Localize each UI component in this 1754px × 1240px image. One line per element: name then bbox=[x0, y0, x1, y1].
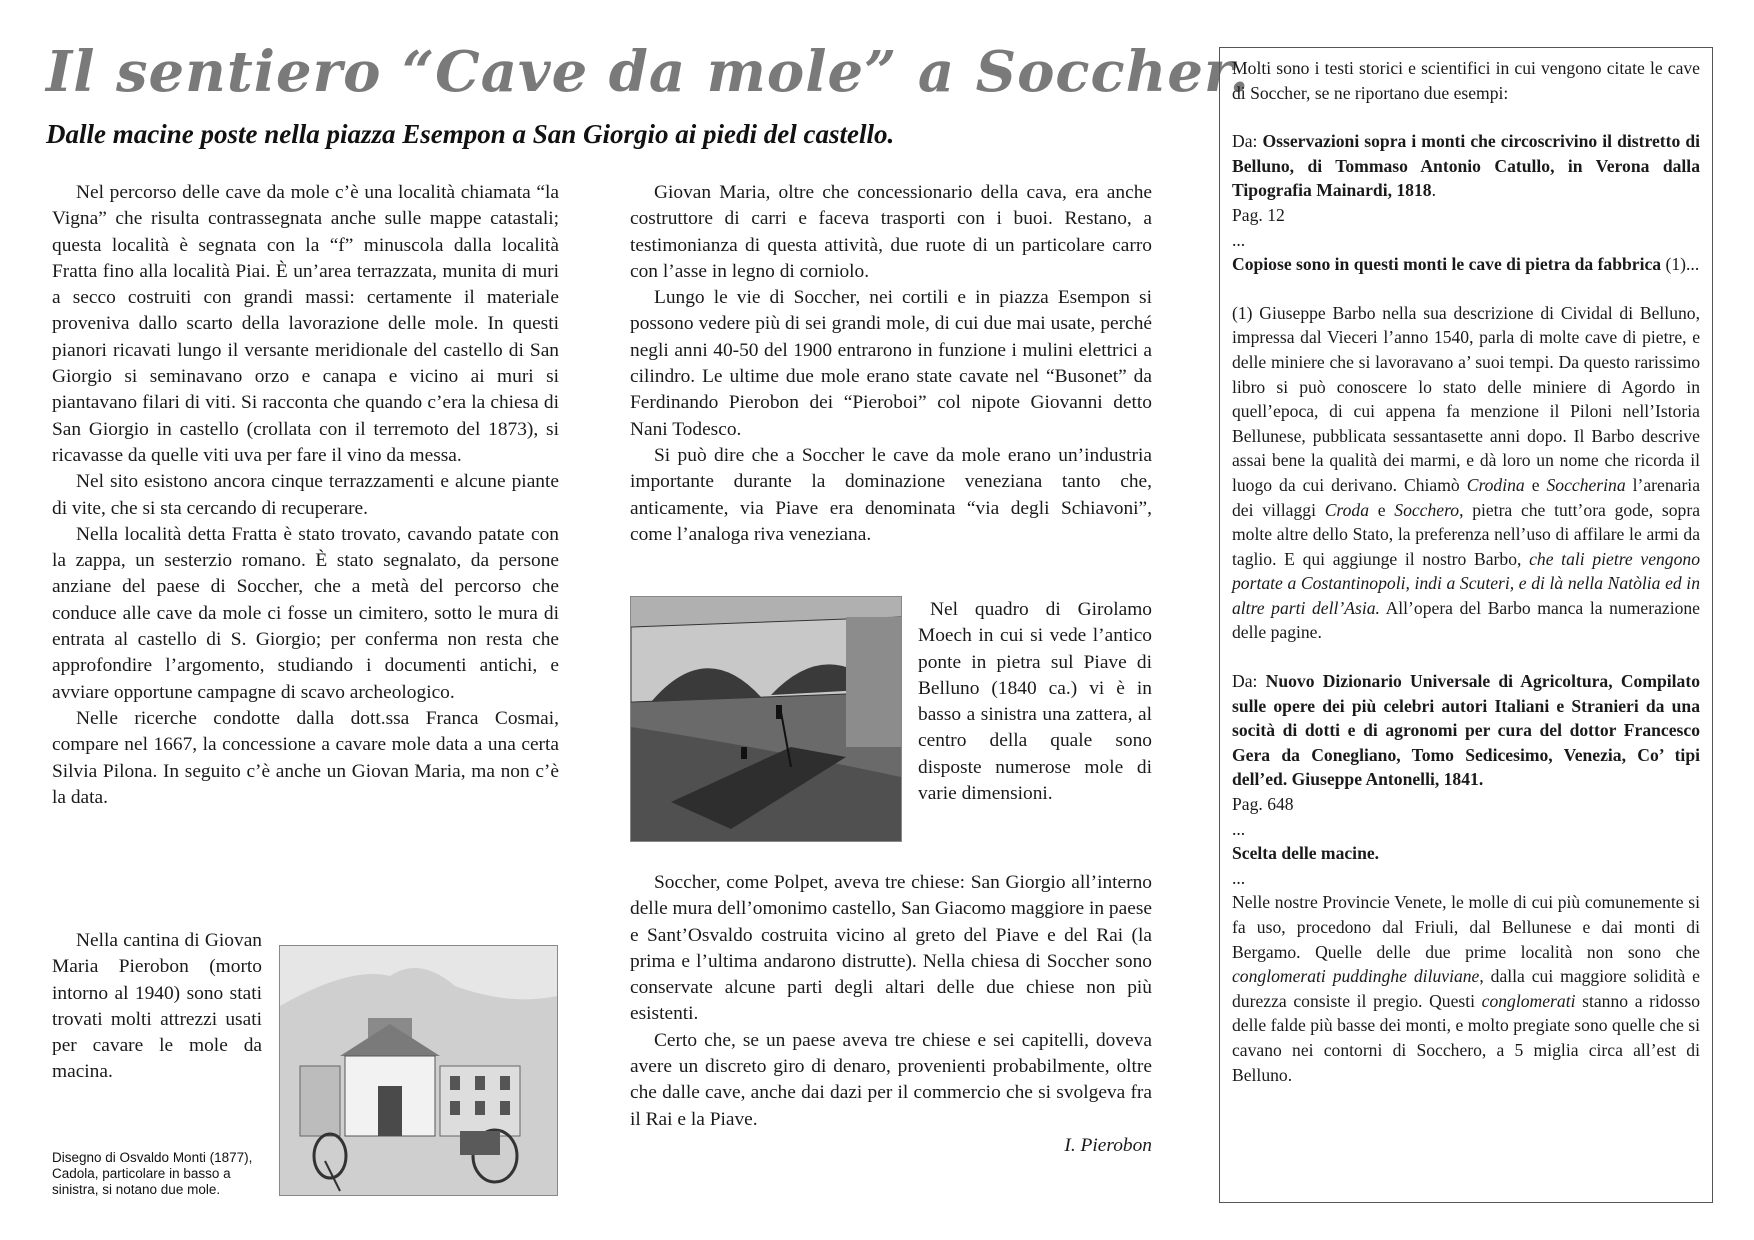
footnote-italic: Crodina bbox=[1466, 474, 1525, 495]
quote-text: Nelle nostre Provincie Venete, le molle di cui più comunemente si fa uso, procedono dal Friuli, dal Bellunese e dai monti di Bergamo. Quelle delle due prime località non sono che bbox=[1232, 892, 1700, 962]
footnote-text: e bbox=[1524, 474, 1547, 495]
footnote-text: All’opera del Barbo manca la numerazione delle pagine. bbox=[1232, 597, 1700, 643]
punctuation: . bbox=[1431, 180, 1436, 201]
source-title: Osservazioni sopra i monti che circoscrivino il distretto di Belluno, di Tommaso Antonio Catullo, in Verona dalla Tipografia Mainardi, 1818 bbox=[1232, 131, 1701, 201]
page-title: Il sentiero “Cave da mole” a Soccher. bbox=[46, 39, 1250, 105]
quote-text: , dalla cui maggiore solidità e durezza consiste il pregio. Questi bbox=[1232, 966, 1700, 1011]
source-2 bbox=[1232, 669, 1700, 792]
footnote bbox=[1232, 301, 1700, 645]
spacer bbox=[1232, 105, 1700, 129]
village-sketch bbox=[280, 946, 557, 1195]
ellipsis: ... bbox=[1232, 867, 1246, 888]
ellipsis: ... bbox=[1232, 818, 1246, 839]
quote-rest: (1)... bbox=[1661, 254, 1700, 275]
paragraph: Giovan Maria, oltre che concessionario della cava, era anche costruttore di carri e faceva trasporti con i buoi. Restano, a testimonianza di questa attività, due ruote di un particolare carro con l’asse in legno di corniolo. bbox=[630, 182, 1152, 282]
paragraph: Nel quadro di Girolamo Moech in cui si vede l’antico ponte in pietra sul Piave di Belluno (1840 ca.) vi è in basso a sinistra una zattera, al centro della quale sono disposte numerose mole di varie dimensioni. bbox=[918, 599, 1152, 805]
paragraph: Soccher, come Polpet, aveva tre chiese: San Giorgio all’interno delle mura dell’omonimo castello, San Giacomo maggiore in paese e Sant’Osvaldo costruita vicino al greto del Piave e del Rai (la prima e l’ultima andarono distrutte). Nella chiesa di Soccher sono conservate alcune parti degli altari delle due chiese non più esistenti. bbox=[630, 872, 1152, 1025]
column-2-continued bbox=[630, 870, 1152, 1159]
footnote-text: (1) Giuseppe Barbo nella sua descrizione di Cividal di Belluno, impressa dal Vieceri l’anno 1540, parla di molte cave di pietre, e delle miniere che si lavoravano a’ suoi tempi. Da questo rarissimo libro si può conoscere lo stato delle miniere di Agordo in quell’epoca, di cui appena fa menzione il Piloni nell’Istoria Bellunese, pubblicata sessantasette anni dopo. Il Barbo descrive assai bene la qualità dei marmi, e dà loro un nome che ricorda il luogo da cui derivano. Chiamò bbox=[1232, 302, 1700, 495]
quote-bold: Copiose sono in questi monti le cave di pietra da fabbrica bbox=[1232, 254, 1662, 275]
drawing-image bbox=[279, 945, 558, 1196]
paragraph: Lungo le vie di Soccher, nei cortili e in piazza Esempon si possono vedere più di sei grandi mole, di cui due mai usate, perché negli anni 40-50 del 1900 entrarono in funzione i mulini elettrici a cilindro. Le ultime due mole erano state cavate nel “Busonet” da Ferdinando Pierobon dei “Pieroboi” col nipote Giovanni detto Nani Todesco. bbox=[630, 287, 1152, 440]
caption-paragraph bbox=[918, 597, 1152, 807]
quote-heading: Scelta delle macine. bbox=[1232, 843, 1380, 864]
author-signature: I. Pierobon bbox=[1064, 1134, 1152, 1156]
quote-2 bbox=[1232, 890, 1700, 1087]
source-page: Pag. 648 bbox=[1232, 794, 1294, 815]
column-1 bbox=[52, 180, 559, 811]
paragraph: Nel sito esistono ancora cinque terrazzamenti e alcune piante di vite, che si sta cercando di recuperare. bbox=[52, 471, 559, 519]
quote-italic: conglomerati puddinghe diluviane bbox=[1232, 966, 1480, 987]
column-2 bbox=[630, 180, 1152, 548]
source-page: Pag. 12 bbox=[1232, 204, 1285, 225]
paragraph: Nel percorso delle cave da mole c’è una località chiamata “la Vigna” che risulta contrassegnata anche sulle mappe catastali; questa località è segnata con la “f” minuscola dalla località Fratta fino alla località Piai. È un’area terrazzata, munita di muri a secco costruiti con grandi massi: certamente il materiale proveniva dallo scarto della lavorazione delle mole. In questi pianori ricavati lungo il versante meridionale del castello di San Giorgio si seminavano orzo e canapa e vicino ai muri si piantavano filari di viti. Si racconta che quando c’era la chiesa di San Giorgio in castello (crollata con il terremoto del 1873), si ricavasse da quelle viti uva per fare il vino da messa. bbox=[52, 182, 559, 466]
source-prefix: Da: bbox=[1232, 131, 1263, 152]
footnote-text: l’arenaria dei villaggi bbox=[1232, 474, 1700, 520]
spacer bbox=[1232, 277, 1700, 301]
footnote-italic: Soccherina bbox=[1546, 474, 1626, 495]
quote-text: stanno a ridosso delle falde più basse dei monti, e molto pregiate sono quelle che si cavano nei contorni di Socchero, a 5 miglia circa all’est di Belluno. bbox=[1232, 990, 1700, 1085]
footnote-text: , pietra che tutt’ora gode, sopra molte altre dello Stato, la preferenza nell’uso di affilare le armi da taglio. E qui aggiunge il nostro Barbo, bbox=[1232, 499, 1701, 569]
source-1 bbox=[1232, 129, 1700, 203]
paragraph: Certo che, se un paese aveva tre chiese e sei capitelli, doveva avere un discreto giro di denaro, provenienti probabilmente, oltre che dalle cave, anche dai dazi per il commercio che si svolgeva fra il Rai e la Piave. bbox=[630, 1029, 1152, 1130]
footnote-text: e bbox=[1369, 499, 1395, 520]
footnote-italic: Croda bbox=[1324, 499, 1370, 520]
quote-1 bbox=[1232, 252, 1700, 277]
paragraph: Nelle ricerche condotte dalla dott.ssa Franca Cosmai, compare nel 1667, la concessione a cavare mole data a una certa Silvia Pilona. In seguito c’è anche un Giovan Maria, ma non c’è la data. bbox=[52, 707, 559, 808]
page-subtitle: Dalle macine poste nella piazza Esempon a San Giorgio ai piedi del castello. bbox=[46, 119, 895, 149]
footnote-italic: Socchero bbox=[1394, 499, 1460, 520]
box-intro: Molti sono i testi storici e scientifici in cui vengono citate le cave di Soccher, se ne riportano due esempi: bbox=[1232, 58, 1700, 103]
paragraph: Si può dire che a Soccher le cave da mole erano un’industria importante durante la dominazione veneziana tanto che, anticamente, via Piave era denominata “via degli Schiavoni”, come l’analoga riva veneziana. bbox=[630, 444, 1152, 545]
paragraph: Nella cantina di Giovan Maria Pierobon (morto intorno al 1940) sono stati trovati molti attrezzi usati per cavare le mole da macina. bbox=[52, 930, 262, 1083]
paragraph: Nella località detta Fratta è stato trovato, cavando patate con la zappa, un sesterzio romano. È stato segnalato, da persone anziane del paese di Soccher, che a metà del percorso che conduce alle cave da mole ci fosse un cimitero, sotto le mura di entrata al castello di S. Giorgio; per conferma non resta che approfondire l’argomento, studiando i documenti antichi, e avviare opportune campagne di scavo archeologico. bbox=[52, 523, 559, 703]
source-prefix: Da: bbox=[1232, 671, 1266, 692]
painting-image bbox=[630, 596, 902, 842]
source-title: Nuovo Dizionario Universale di Agricoltura, Compilato sulle opere dei più celebri autori Italiani e Stranieri da una socità di dotti e di agronomi per cura del dottor Francesco Gera da Conegliano, Tomo Sedicesimo, Venezia, Co’ tipi dell’ed. Giuseppe Antonelli, 1841. bbox=[1232, 671, 1700, 790]
wrapped-paragraph bbox=[52, 928, 262, 1086]
quote-italic: conglomerati bbox=[1481, 990, 1576, 1011]
image-caption: Disegno di Osvaldo Monti (1877), Cadola, particolare in basso a sinistra, si notano due mole. bbox=[52, 1150, 253, 1197]
footnote-italic: che tali pietre vengono portate a Costantinopoli, indi a Scuteri, e di là nella Natòlia ed in altre parti dell’Asia. bbox=[1232, 548, 1700, 618]
sources-box bbox=[1219, 47, 1713, 1203]
spacer bbox=[1232, 645, 1700, 669]
ellipsis: ... bbox=[1232, 229, 1246, 250]
bridge-painting bbox=[631, 597, 901, 841]
quote-2-heading bbox=[1232, 841, 1700, 866]
